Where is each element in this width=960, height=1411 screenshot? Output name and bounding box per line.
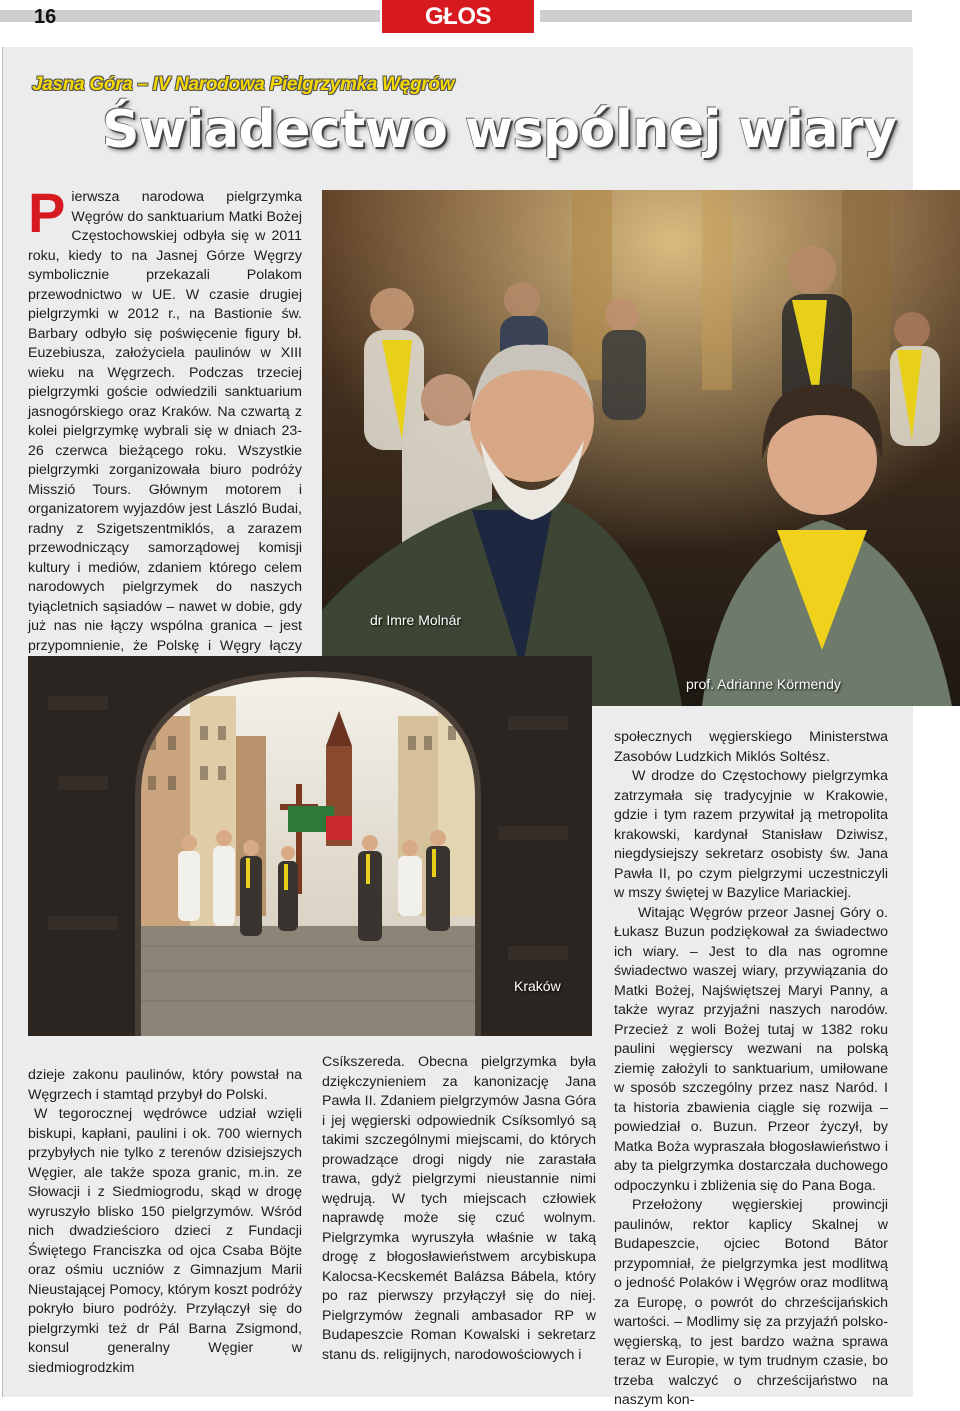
article-kicker: Jasna Góra – IV Narodowa Pielgrzymka Węgrów [32, 74, 455, 95]
caption-kormendy: prof. Adrianne Körmendy [686, 676, 841, 692]
photo-cathedral [322, 190, 960, 706]
caption-molnar: dr Imre Molnár [370, 612, 462, 628]
column-3 [614, 728, 888, 1411]
photo-krakow-illustration [28, 656, 592, 1036]
photo-krakow [28, 656, 592, 1036]
paragraph: Csíkszereda. Obecna pielgrzymka była dziękczynieniem za kanonizację Jana Pawła II. Zdaniem pielgrzymów Jasna Góra i jej węgierski odpowiednik Csíksomlyó są takimi szczególnymi miejscami, do których prowadzące drogi nigdy nie zarastała trawa, gdyż pielgrzymi nieustannie nimi wędrują. W tych miejscach człowiek naprawdę może się czuć wolnym. Pielgrzymka wyruszyła właśnie w taką drogę z błogosławieństwem arcybiskupa Kalocsa-Kecskemét Balázsa Bábela, który po raz pierwszy przyłączył się do niej. Pielgrzymów żegnali ambasador RP w Budapeszcie Roman Kowalski i sekretarz stanu ds. religijnych, narodowościowych i [322, 1054, 596, 1363]
paragraph: społecznych węgierskiego Ministerstwa Zasobów Ludzkich Miklós Soltész. [614, 729, 888, 765]
drop-cap: P [28, 181, 66, 244]
header-rule-right [540, 10, 912, 22]
page-number: 16 [34, 6, 57, 28]
intro-text: ierwsza narodowa pielgrzymka Węgrów do sanktuarium Matki Bożej Częstochowskiej odbyła się w 2011 roku, kiedy to na Jasnej Górze Węgrzy symbolicznie przekazali Polakom przewodnictwo w UE. W czasie drugiej pielgrzymki w 2012 r., na Bastionie św. Barbary odbyło się poświęcenie figury bł. Euzebiusza, założyciela paulinów w XIII wieku na Węgrzech. Podczas trzeciej pielgrzymki goście odwiedzili sanktuarium jasnogórskiego oraz Kraków. Na czwartą z kolei pielgrzymkę wybrali się w dniach 23-26 czerwca bieżącego roku. Wszystkie pielgrzymki zorganizowała biuro podróży Misszió Tours. Głównym motorem i organizatorem wyjazdów jest László Budai, radny z Szigetszentmiklós, a zarazem przewodniczący samorządowej komisji kultury i mediów, zdaniem którego celem narodowych pielgrzymek do naszych tyiącletnich sąsiadów – nawet w dobie, gdy już nas nie łączy wspólna granica – jest przypomnienie, że Polskę i Węgry łączy [28, 189, 302, 654]
paragraph: W tegorocznej wędrówce udział wzięli biskupi, kapłani, paulini i ok. 700 wiernych przybyłych nie tylko z terenów dzisiejszych Węgier, ale także spoza granic, m.in. ze Słowacji i z Siedmiogrodu, skąd w drogę wyruszyło blisko 150 pielgrzymów. Wśród nich dwadzieścioro dzieci z Fundacji Świętego Franciszka od ojca Csaba Böjte oraz ośmiu uczniów z Gimnazjum Marii Nieustającej Pomocy, którym koszt podróży pokryło biuro podróży. Przyłączył się do pielgrzymki też dr Pál Barna Zsigmond, konsul generalny Węgier w siedmiogrodzkim [28, 1106, 302, 1376]
header-rule-left [0, 10, 380, 22]
article-title: Świadectwo wspólnej wiary [102, 100, 897, 160]
column-1-bottom [28, 1066, 302, 1378]
caption-krakow: Kraków [514, 978, 561, 994]
paragraph: W drodze do Częstochowy pielgrzymka zatrzymała się tradycyjnie w Krakowie, gdzie i tym razem przywitał ją metropolita krakowski, kardynał Stanisław Dziwisz, niegdysiejszy sekretarz osobisty św. Jana Pawła II, po czym pielgrzymi uczestniczyli w mszy świętej w Bazylice Mariackiej. [614, 768, 888, 901]
paragraph: Przełożony węgierskiej prowincji paulinów, rektor kaplicy Skalnej w Budapeszcie, ojciec Botond Bátor przypomniał, że pielgrzymka jest modlitwą o jedność Polaków i Węgrów oraz modlitwą za Europę, o powrót do chrześcijańskich wartości. – Modlimy się za przyjaźń polsko-węgierską, to jest bardzo ważna sprawa teraz w Europie, w tym trudnym czasie, bo trzeba walczyć o chrześcijaństwo na naszym kon- [614, 1197, 888, 1408]
masthead-logo: GŁOS [382, 0, 534, 33]
photo-cathedral-illustration [322, 190, 960, 706]
paragraph: dzieje zakonu paulinów, który powstał na Węgrzech i stamtąd przybył do Polski. [28, 1067, 302, 1103]
paragraph: Witając Węgrów przeor Jasnej Góry o. Łukasz Buzun podziękował za świadectwo ich wiary. – Jest to dla nas ogromne świadectwo waszej wiary, przywiązania do Matki Bożej, Najświętszej Maryi Panny, a także wyraz przyjaźni naszych narodów. Przecież z woli Bożej tutaj w 1382 roku paulini węgierscy wezwani na polską ziemię założyli to sanktuarium, umiłowane w sposób szczególny przez nasz Naród. I ta historia zbawienia ciągle się rozwija – powiedział o. Buzun. Przeor życzył, by Matka Boża wypraszała błogosławieństwo i aby ta pielgrzymka dostarczała duchowego odpoczynku i zbliżenia się do Pana Boga. [614, 904, 888, 1194]
column-2-bottom [322, 1053, 596, 1365]
column-intro [28, 181, 302, 695]
